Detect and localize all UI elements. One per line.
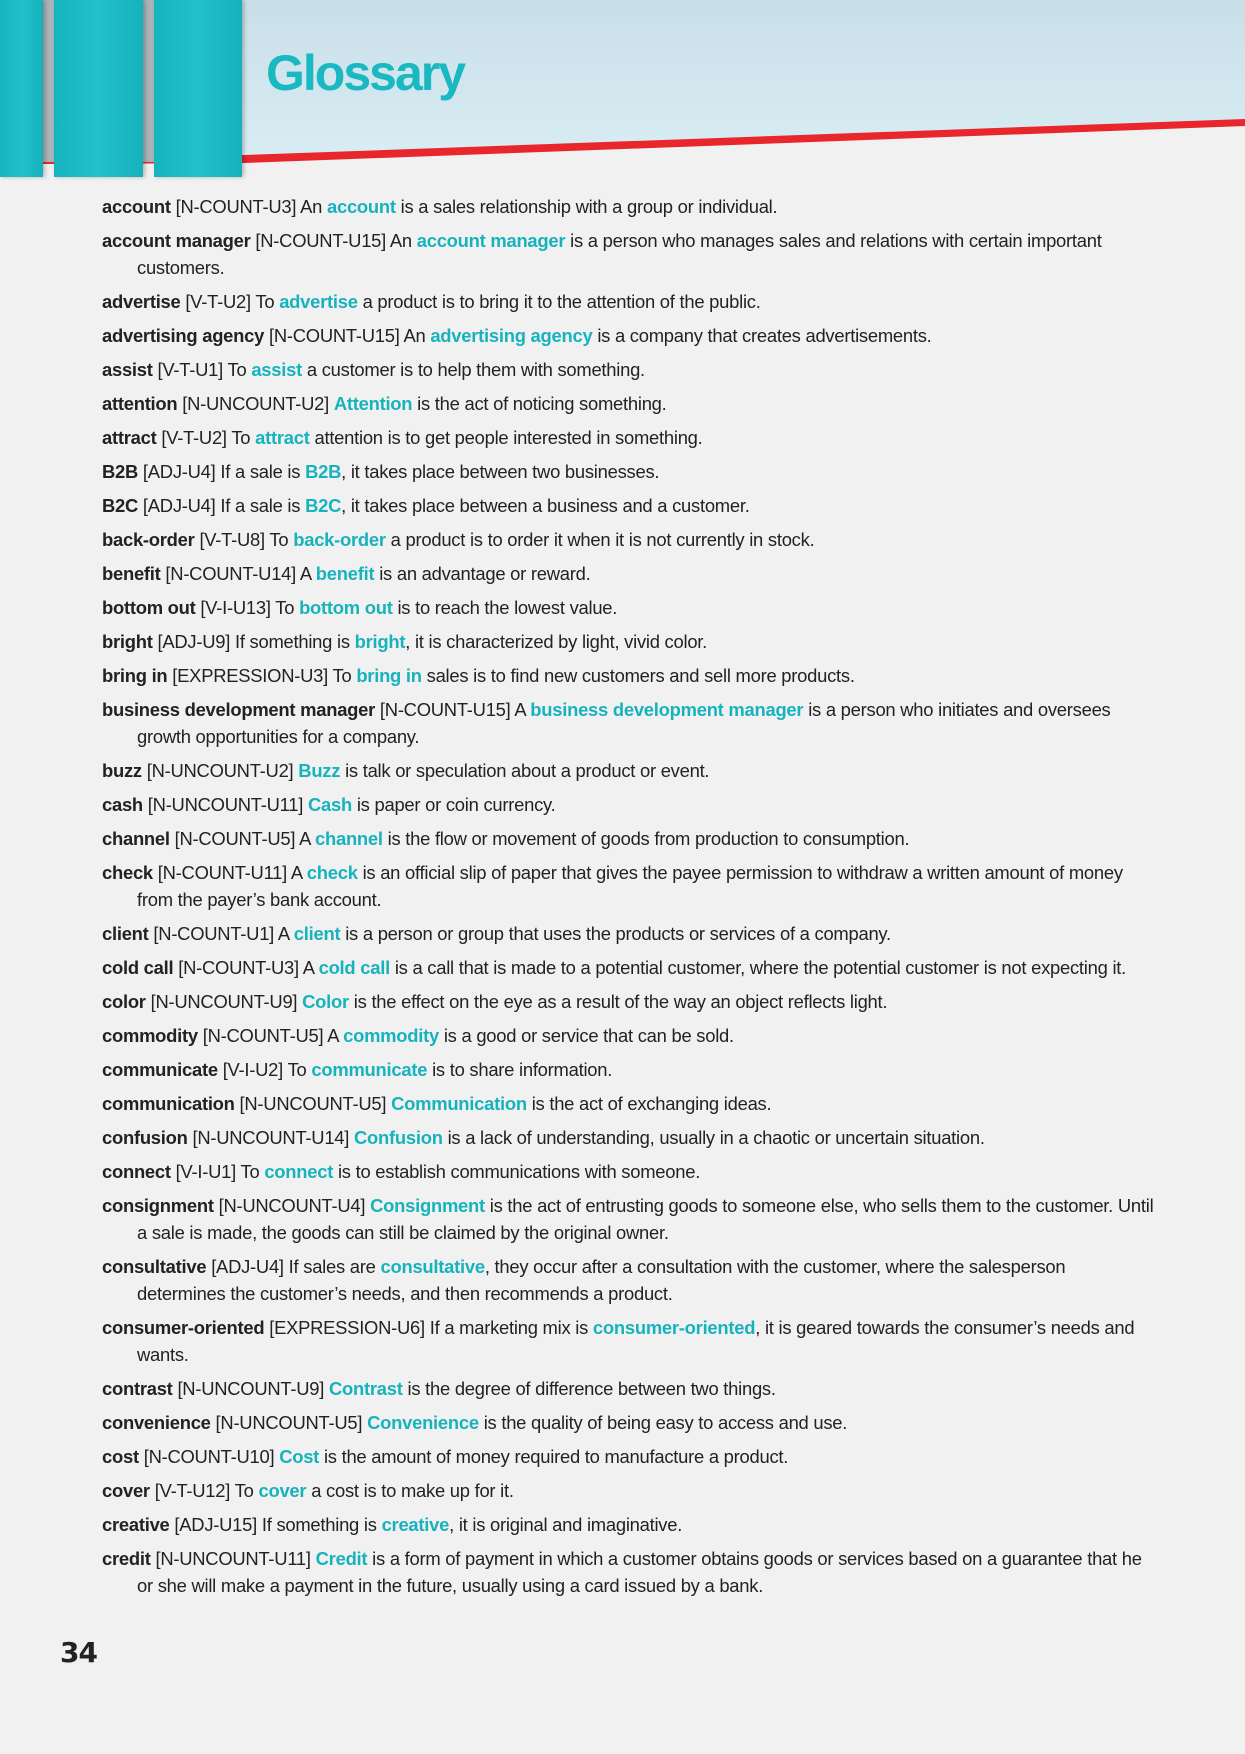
entry-highlighted-term: commodity <box>343 1025 439 1046</box>
entry-definition: is an official slip of paper that gives the payee permission to withdraw a written amount of money from the payer’s bank account. <box>137 862 1123 910</box>
entry-part-of-speech: [N-UNCOUNT-U2] <box>146 760 294 781</box>
entry-part-of-speech: [V-I-U2] <box>222 1059 284 1080</box>
entry-definition-lead: If a marketing mix is <box>429 1317 589 1338</box>
bar-gap <box>143 0 154 162</box>
glossary-entry <box>102 594 1157 621</box>
entry-highlighted-term: attract <box>255 427 310 448</box>
entry-highlighted-term: connect <box>264 1161 334 1182</box>
entry-term: bright <box>102 631 153 652</box>
entry-highlighted-term: B2B <box>305 461 342 482</box>
entry-definition-lead: To <box>234 1480 254 1501</box>
entry-highlighted-term: assist <box>251 359 302 380</box>
entry-definition: is an advantage or reward. <box>379 563 591 584</box>
entry-term: B2C <box>102 495 139 516</box>
entry-definition-lead: To <box>275 597 295 618</box>
page-number: 34 <box>60 1636 97 1669</box>
entry-definition: is a person who initiates and oversees growth opportunities for a company. <box>137 699 1111 747</box>
entry-highlighted-term: advertising agency <box>430 325 593 346</box>
entry-definition: is to reach the lowest value. <box>397 597 618 618</box>
entry-term: assist <box>102 359 153 380</box>
entry-definition-lead: If a sale is <box>220 495 301 516</box>
entry-part-of-speech: [N-COUNT-U15] <box>379 699 511 720</box>
glossary-entry <box>102 1443 1157 1470</box>
entry-definition: is the act of entrusting goods to someone else, who sells them to the customer. Until a sale is made, the goods can still be claimed by the original owner. <box>137 1195 1154 1243</box>
glossary-entry <box>102 1124 1157 1151</box>
entry-part-of-speech: [EXPRESSION-U3] <box>172 665 328 686</box>
entry-highlighted-term: Convenience <box>367 1412 479 1433</box>
entry-definition-lead: An <box>300 196 323 217</box>
entry-definition-lead: To <box>227 359 247 380</box>
glossary-entry <box>102 458 1157 485</box>
glossary-entry <box>102 791 1157 818</box>
entry-term: B2B <box>102 461 139 482</box>
glossary-entry <box>102 1511 1157 1538</box>
entry-part-of-speech: [N-COUNT-U14] <box>165 563 297 584</box>
glossary-entry <box>102 390 1157 417</box>
entry-highlighted-term: client <box>293 923 341 944</box>
entry-highlighted-term: account manager <box>416 230 566 251</box>
glossary-entry <box>102 1022 1157 1049</box>
entry-definition: is the quality of being easy to access and use. <box>483 1412 848 1433</box>
entry-term: channel <box>102 828 170 849</box>
entry-part-of-speech: [N-COUNT-U15] <box>255 230 387 251</box>
entry-part-of-speech: [N-UNCOUNT-U2] <box>182 393 329 414</box>
entry-definition: is a person or group that uses the products or services of a company. <box>345 923 891 944</box>
entry-definition-lead: To <box>332 665 352 686</box>
entry-definition: is the act of exchanging ideas. <box>531 1093 772 1114</box>
glossary-entry <box>102 1090 1157 1117</box>
entry-part-of-speech: [V-T-U12] <box>154 1480 231 1501</box>
entry-definition: is a form of payment in which a customer obtains goods or services based on a guarantee that he or she will make a payment in the future, usually using a card issued by a bank. <box>137 1548 1142 1596</box>
entry-part-of-speech: [V-I-U1] <box>175 1161 236 1182</box>
entry-part-of-speech: [N-UNCOUNT-U11] <box>147 794 304 815</box>
entry-highlighted-term: Contrast <box>329 1378 403 1399</box>
entry-part-of-speech: [V-T-U8] <box>199 529 265 550</box>
entry-highlighted-term: business development manager <box>530 699 804 720</box>
entry-term: cold call <box>102 957 174 978</box>
entry-highlighted-term: advertise <box>279 291 358 312</box>
entry-definition-lead: If something is <box>261 1514 377 1535</box>
glossary-entry <box>102 1158 1157 1185</box>
entry-part-of-speech: [ADJ-U4] <box>142 495 216 516</box>
glossary-entry <box>102 492 1157 519</box>
glossary-entry <box>102 526 1157 553</box>
entry-part-of-speech: [N-UNCOUNT-U5] <box>239 1093 387 1114</box>
entry-part-of-speech: [N-UNCOUNT-U9] <box>177 1378 325 1399</box>
entry-part-of-speech: [V-I-U13] <box>200 597 271 618</box>
glossary-entry <box>102 757 1157 784</box>
entry-highlighted-term: consumer-oriented <box>592 1317 756 1338</box>
entry-highlighted-term: cover <box>258 1480 307 1501</box>
decorative-bar <box>54 0 143 177</box>
entry-term: back-order <box>102 529 195 550</box>
glossary-entry <box>102 920 1157 947</box>
entry-definition-lead: A <box>290 862 302 883</box>
entry-part-of-speech: [N-UNCOUNT-U5] <box>215 1412 363 1433</box>
entry-definition-lead: To <box>231 427 251 448</box>
entry-part-of-speech: [N-COUNT-U3] <box>175 196 297 217</box>
entry-term: consignment <box>102 1195 214 1216</box>
entry-highlighted-term: Consignment <box>370 1195 485 1216</box>
glossary-entry <box>102 1545 1157 1599</box>
entry-part-of-speech: [N-UNCOUNT-U4] <box>218 1195 366 1216</box>
entry-definition-lead: To <box>240 1161 260 1182</box>
glossary-entry <box>102 662 1157 689</box>
entry-part-of-speech: [EXPRESSION-U6] <box>269 1317 425 1338</box>
entry-part-of-speech: [N-COUNT-U3] <box>178 957 299 978</box>
entry-term: commodity <box>102 1025 198 1046</box>
entry-part-of-speech: [V-T-U2] <box>161 427 227 448</box>
entry-definition: is a person who manages sales and relations with certain important customers. <box>137 230 1102 278</box>
entry-definition: , it takes place between two businesses. <box>341 461 660 482</box>
entry-term: advertise <box>102 291 181 312</box>
entry-definition-lead: A <box>514 699 526 720</box>
entry-highlighted-term: Attention <box>333 393 413 414</box>
entry-definition-lead: A <box>302 957 314 978</box>
entry-highlighted-term: Communication <box>391 1093 527 1114</box>
entry-definition: is to share information. <box>432 1059 613 1080</box>
entry-term: attention <box>102 393 178 414</box>
glossary-entry <box>102 1314 1157 1368</box>
glossary-entry <box>102 356 1157 383</box>
entry-highlighted-term: bright <box>354 631 406 652</box>
entry-definition: is the degree of difference between two things. <box>407 1378 776 1399</box>
entry-part-of-speech: [N-UNCOUNT-U14] <box>192 1127 350 1148</box>
entry-highlighted-term: B2C <box>305 495 342 516</box>
entry-highlighted-term: bring in <box>356 665 422 686</box>
page-header <box>0 0 1245 180</box>
entry-definition: is talk or speculation about a product or event. <box>345 760 710 781</box>
entry-term: business development manager <box>102 699 376 720</box>
entry-definition: , they occur after a consultation with the customer, where the salesperson determines the customer’s needs, and then recommends a product. <box>137 1256 1066 1304</box>
entry-definition: is a good or service that can be sold. <box>443 1025 734 1046</box>
entry-term: color <box>102 991 146 1012</box>
entry-definition: is a lack of understanding, usually in a chaotic or uncertain situation. <box>447 1127 985 1148</box>
entry-definition-lead: An <box>403 325 426 346</box>
entry-definition: is the effect on the eye as a result of the way an object reflects light. <box>353 991 888 1012</box>
entry-highlighted-term: Cost <box>279 1446 320 1467</box>
entry-part-of-speech: [N-COUNT-U5] <box>202 1025 324 1046</box>
entry-highlighted-term: check <box>306 862 358 883</box>
entry-term: connect <box>102 1161 171 1182</box>
entry-highlighted-term: account <box>327 196 396 217</box>
entry-definition-lead: If a sale is <box>220 461 301 482</box>
entry-term: benefit <box>102 563 161 584</box>
glossary-entry <box>102 560 1157 587</box>
entry-definition: is the amount of money required to manufacture a product. <box>323 1446 789 1467</box>
page-title: Glossary <box>266 45 465 101</box>
glossary-entry <box>102 859 1157 913</box>
entry-definition: is the flow or movement of goods from production to consumption. <box>387 828 910 849</box>
entry-term: convenience <box>102 1412 211 1433</box>
glossary-entry <box>102 322 1157 349</box>
entry-definition: , it is original and imaginative. <box>449 1514 683 1535</box>
entry-part-of-speech: [N-COUNT-U10] <box>143 1446 275 1467</box>
entry-part-of-speech: [N-UNCOUNT-U11] <box>155 1548 311 1569</box>
entry-definition-lead: To <box>255 291 275 312</box>
glossary-entry <box>102 954 1157 981</box>
entry-highlighted-term: creative <box>381 1514 450 1535</box>
entry-term: communicate <box>102 1059 218 1080</box>
entry-definition-lead: An <box>389 230 412 251</box>
entry-definition-lead: To <box>287 1059 307 1080</box>
entry-highlighted-term: Color <box>302 991 349 1012</box>
entry-term: credit <box>102 1548 151 1569</box>
glossary-entry <box>102 1409 1157 1436</box>
entry-definition-lead: To <box>269 529 289 550</box>
entry-definition-lead: A <box>277 923 289 944</box>
entry-part-of-speech: [ADJ-U4] <box>142 461 216 482</box>
entry-definition: , it is geared towards the consumer’s needs and wants. <box>137 1317 1135 1365</box>
entry-term: buzz <box>102 760 142 781</box>
decorative-bar <box>0 0 43 177</box>
entry-term: client <box>102 923 149 944</box>
glossary-entry <box>102 988 1157 1015</box>
entry-definition: is the act of noticing something. <box>417 393 667 414</box>
glossary-entry <box>102 1192 1157 1246</box>
entry-definition-lead: If sales are <box>288 1256 376 1277</box>
entry-term: account manager <box>102 230 251 251</box>
entry-term: contrast <box>102 1378 173 1399</box>
glossary-entry <box>102 1056 1157 1083</box>
entry-definition: a cost is to make up for it. <box>311 1480 514 1501</box>
entry-definition: is a call that is made to a potential customer, where the potential customer is not expecting it. <box>394 957 1126 978</box>
glossary-list <box>102 193 1157 1606</box>
entry-definition: is a sales relationship with a group or individual. <box>400 196 778 217</box>
entry-highlighted-term: Confusion <box>354 1127 443 1148</box>
entry-highlighted-term: channel <box>315 828 383 849</box>
entry-definition-lead: If something is <box>234 631 350 652</box>
decorative-bar <box>154 0 242 177</box>
entry-highlighted-term: Cash <box>307 794 352 815</box>
entry-highlighted-term: benefit <box>315 563 375 584</box>
entry-term: bottom out <box>102 597 196 618</box>
entry-highlighted-term: back-order <box>293 529 386 550</box>
entry-definition: a customer is to help them with something. <box>306 359 645 380</box>
entry-highlighted-term: consultative <box>380 1256 485 1277</box>
glossary-entry <box>102 227 1157 281</box>
entry-term: attract <box>102 427 157 448</box>
entry-definition: a product is to bring it to the attention of the public. <box>362 291 761 312</box>
entry-definition: a product is to order it when it is not currently in stock. <box>390 529 815 550</box>
glossary-entry <box>102 1477 1157 1504</box>
entry-term: advertising agency <box>102 325 265 346</box>
entry-definition: , it takes place between a business and a customer. <box>341 495 750 516</box>
entry-part-of-speech: [V-T-U1] <box>157 359 223 380</box>
entry-highlighted-term: bottom out <box>299 597 393 618</box>
entry-highlighted-term: Buzz <box>298 760 341 781</box>
glossary-entry <box>102 1253 1157 1307</box>
entry-definition: attention is to get people interested in something. <box>314 427 703 448</box>
entry-term: cash <box>102 794 143 815</box>
entry-part-of-speech: [N-UNCOUNT-U9] <box>150 991 298 1012</box>
entry-part-of-speech: [ADJ-U15] <box>174 1514 257 1535</box>
entry-definition: is a company that creates advertisements. <box>597 325 932 346</box>
glossary-entry <box>102 424 1157 451</box>
entry-term: account <box>102 196 171 217</box>
entry-definition: , it is characterized by light, vivid color. <box>405 631 708 652</box>
entry-highlighted-term: Credit <box>315 1548 368 1569</box>
entry-term: creative <box>102 1514 170 1535</box>
entry-part-of-speech: [N-COUNT-U11] <box>157 862 288 883</box>
entry-definition-lead: A <box>299 828 311 849</box>
entry-term: consumer-oriented <box>102 1317 265 1338</box>
entry-term: confusion <box>102 1127 188 1148</box>
entry-highlighted-term: communicate <box>311 1059 428 1080</box>
entry-definition: sales is to find new customers and sell more products. <box>426 665 855 686</box>
entry-definition: is to establish communications with someone. <box>337 1161 701 1182</box>
glossary-entry <box>102 1375 1157 1402</box>
bar-gap <box>43 0 54 162</box>
entry-term: cost <box>102 1446 139 1467</box>
entry-part-of-speech: [N-COUNT-U5] <box>174 828 296 849</box>
entry-part-of-speech: [V-T-U2] <box>185 291 251 312</box>
entry-part-of-speech: [N-COUNT-U1] <box>153 923 275 944</box>
entry-definition-lead: A <box>299 563 311 584</box>
entry-definition-lead: A <box>327 1025 339 1046</box>
glossary-entry <box>102 628 1157 655</box>
entry-part-of-speech: [ADJ-U4] <box>211 1256 284 1277</box>
entry-term: bring in <box>102 665 168 686</box>
entry-definition: is paper or coin currency. <box>356 794 556 815</box>
entry-term: consultative <box>102 1256 207 1277</box>
entry-term: communication <box>102 1093 235 1114</box>
glossary-entry <box>102 696 1157 750</box>
entry-term: check <box>102 862 153 883</box>
entry-part-of-speech: [N-COUNT-U15] <box>268 325 400 346</box>
entry-highlighted-term: cold call <box>318 957 390 978</box>
glossary-entry <box>102 193 1157 220</box>
entry-term: cover <box>102 1480 150 1501</box>
glossary-entry <box>102 288 1157 315</box>
glossary-entry <box>102 825 1157 852</box>
entry-part-of-speech: [ADJ-U9] <box>157 631 231 652</box>
